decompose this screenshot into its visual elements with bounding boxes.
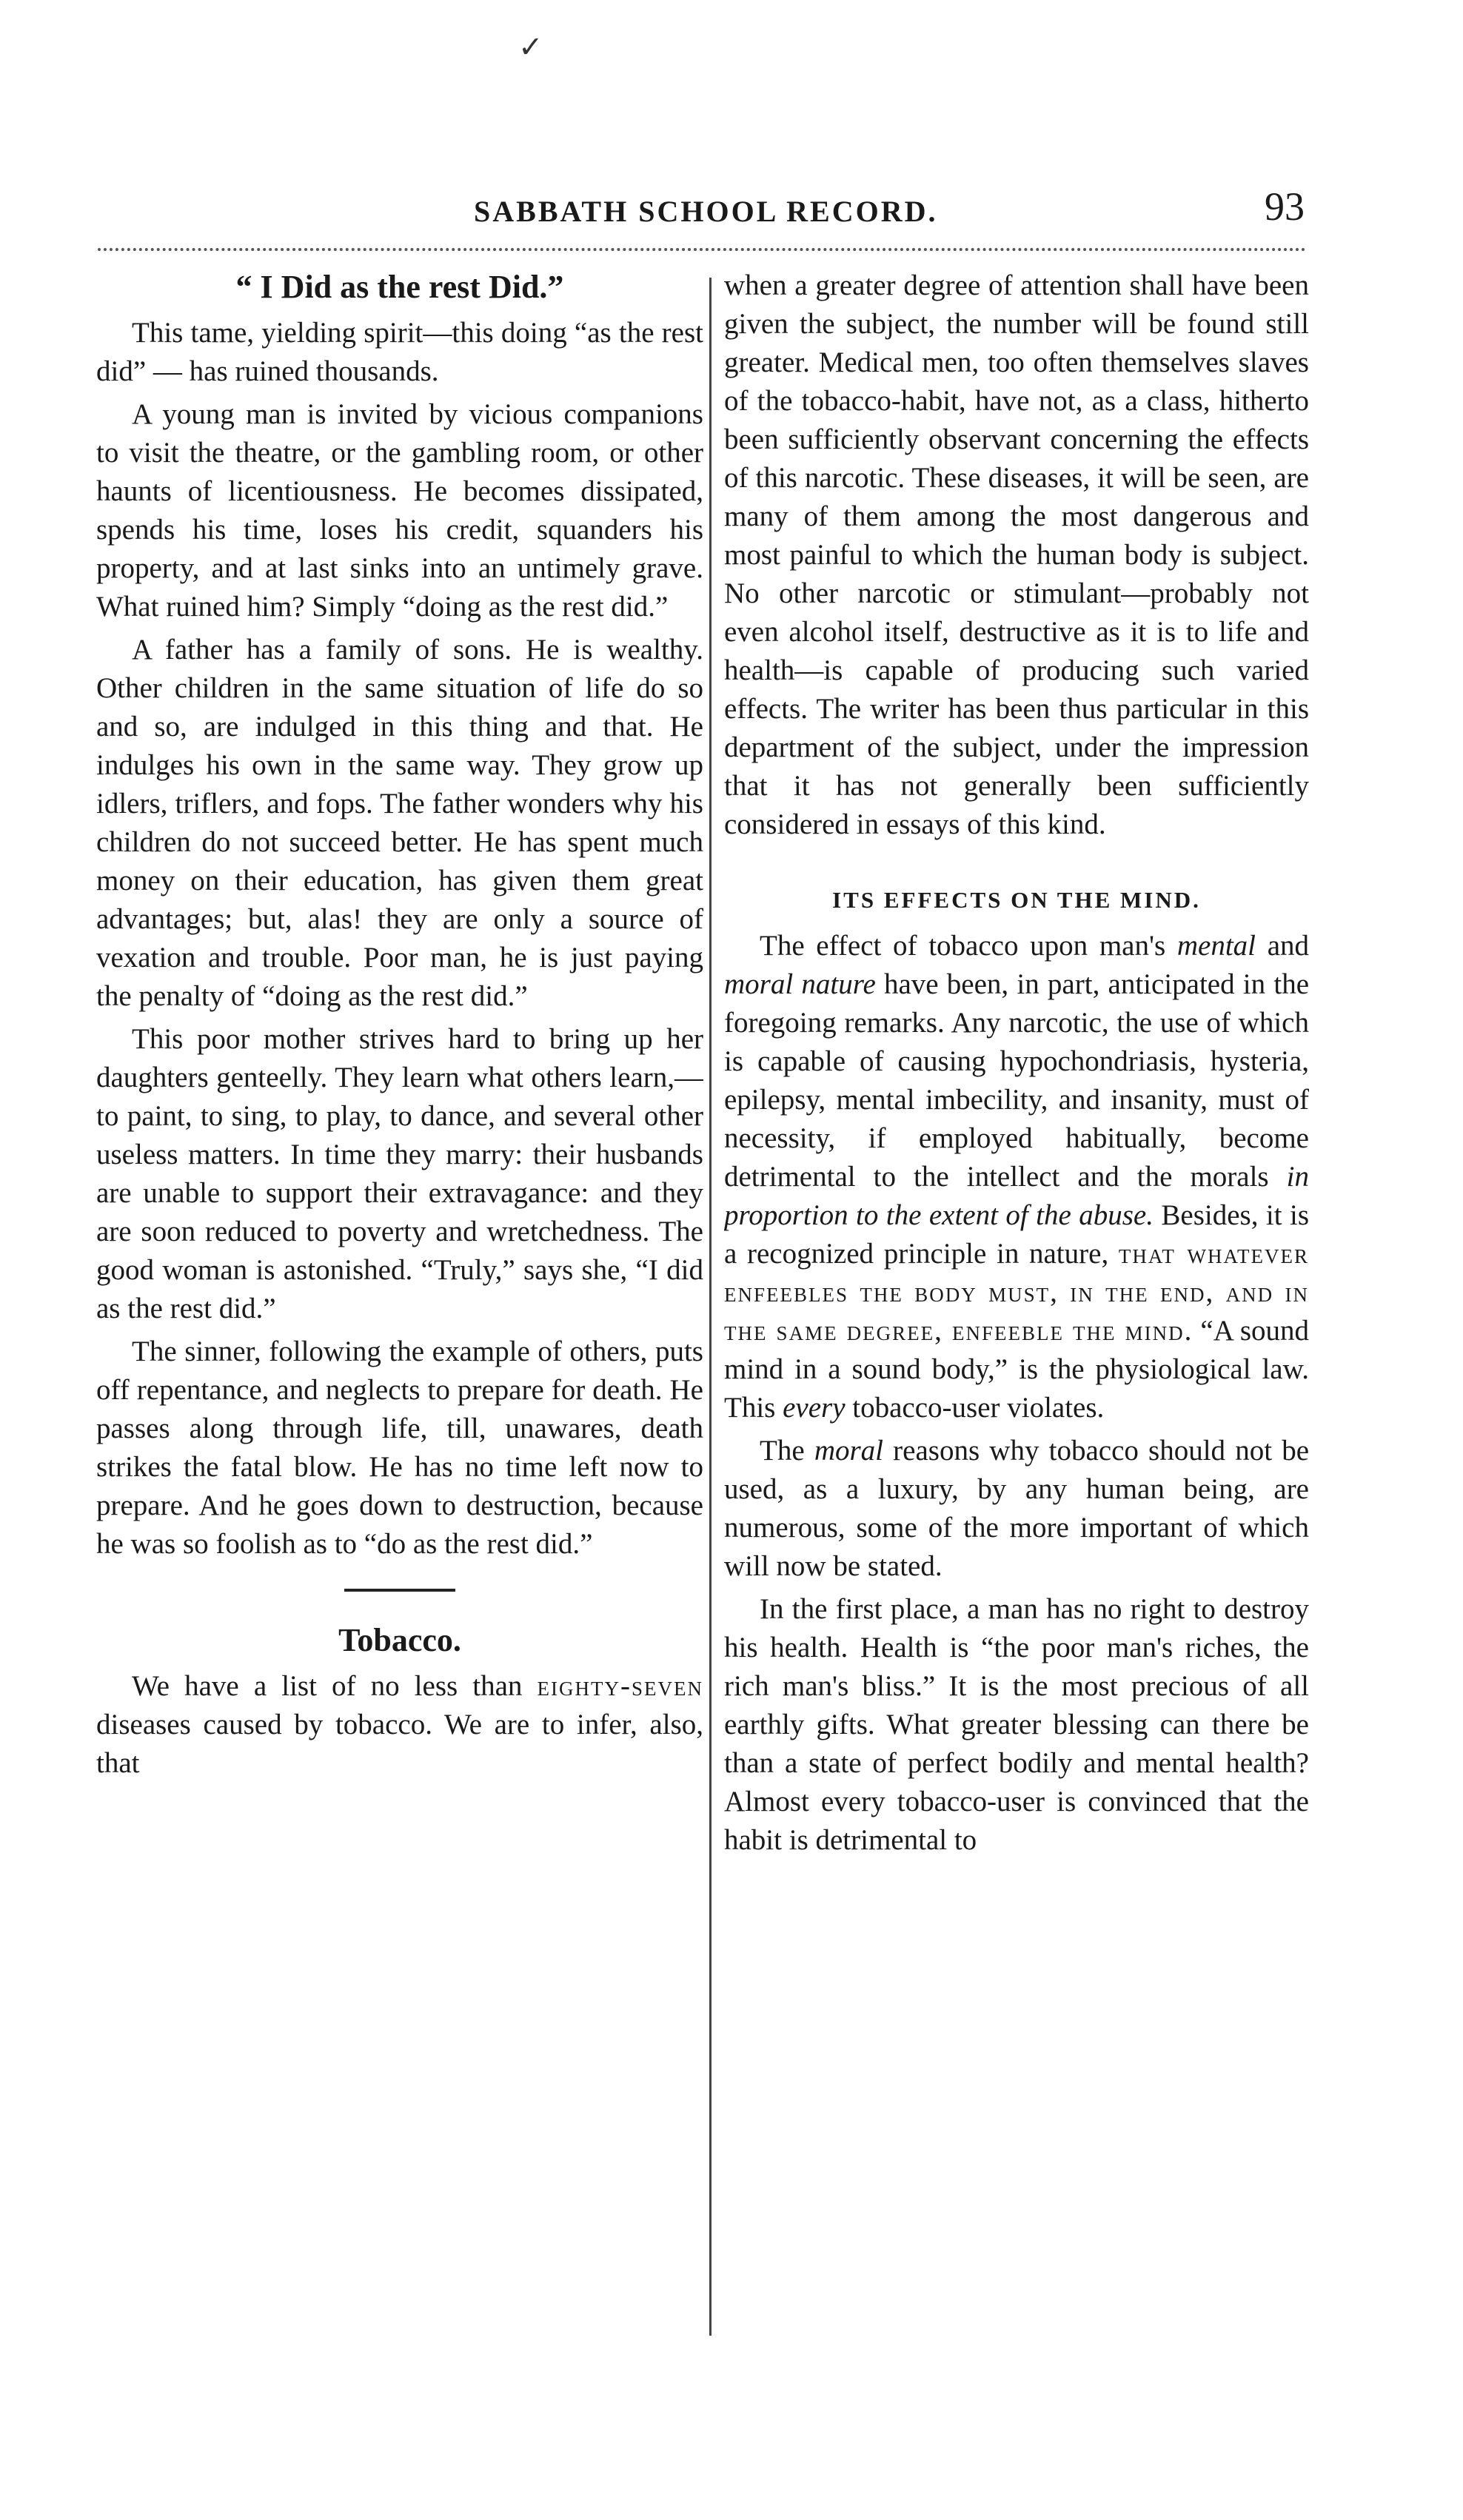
text-run: have been, in part, anticipated in the foregoing remarks. Any narcotic, the use of which is capable of causing hypochondriasis, hysteria, epilepsy, mental imbecility, and insanity, must of necessity, if employed habitually, become detrimental to the intellect and the morals xyxy=(724,968,1309,1193)
emphasis-italic: in proportion to the extent of the abuse. xyxy=(724,1161,1309,1231)
article-title-tobacco: Tobacco. xyxy=(338,1622,461,1658)
emphasis-caps: that whatever enfeebles the body must, in the end, and in the same degree, enfeeble the mind. xyxy=(724,1238,1309,1347)
article-paragraph: The sinner, following the example of others, puts off repentance, and neglects to prepare for death. He passes along through life, till, unawares, death strikes the fatal blow. He has no time left now to prepare. And he goes down to destruction, because he was so foolish as to “do as the rest did.” xyxy=(96,1336,703,1560)
header-rule xyxy=(98,248,1306,251)
text-run: and xyxy=(1267,930,1309,962)
running-head: SABBATH SCHOOL RECORD. xyxy=(474,195,938,228)
article-paragraph xyxy=(724,1432,1309,1586)
article-paragraph: This poor mother strives hard to bring up her daughters genteelly. They learn what others learn,—to paint, to sing, to play, to dance, and several other useless matters. In time they marry: their husbands are unable to support their extravagance: and they are soon reduced to poverty and wretchedness. The good woman is astonished. “Truly,” says she, “I did as the rest did.” xyxy=(96,1023,703,1324)
emphasis-italic: every xyxy=(783,1392,846,1424)
article-paragraph: This tame, yielding spirit—this doing “as the rest did” — has ruined thousands. xyxy=(96,317,703,387)
text-run: diseases caused by tobacco. We are to infer, also, that xyxy=(96,1709,703,1779)
right-column xyxy=(724,267,1309,2354)
article-paragraph: A young man is invited by vicious companions to visit the theatre, or the gambling room, or other haunts of licentiousness. He becomes dissipated, spends his time, loses his credit, squanders his property, and at last sinks into an untimely grave. What ruined him? Simply “doing as the rest did.” xyxy=(96,398,703,623)
text-run: “A sound mind in a sound body,” is the physiological law. This xyxy=(724,1315,1309,1424)
emphasis-italic: mental xyxy=(1176,930,1256,962)
section-subheading: ITS EFFECTS ON THE MIND. xyxy=(832,887,1201,913)
emphasis-italic: moral nature xyxy=(724,968,876,1000)
text-run: The effect of tobacco upon man's xyxy=(760,930,1166,962)
article-paragraph xyxy=(724,927,1309,1427)
article-paragraph: In the first place, a man has no right to destroy his health. Health is “the poor man's riches, the rich man's bliss.” It is the most precious of all earthly gifts. What greater blessing can there be than a state of perfect bodily and mental health? Almost every tobacco-user is convinced that the habit is detrimental to xyxy=(724,1593,1309,1856)
page-number: 93 xyxy=(1265,184,1305,229)
text-run: The xyxy=(760,1435,805,1467)
left-column xyxy=(96,267,703,2354)
text-run: tobacco-user violates. xyxy=(852,1392,1105,1424)
pencil-check-mark: ✓ xyxy=(518,30,543,64)
text-run: We have a list of no less than xyxy=(132,1670,523,1702)
text-run: Besides, it is a recognized principle in nature, xyxy=(724,1199,1309,1270)
article-paragraph xyxy=(96,1667,703,1783)
article-title-rest-did: “ I Did as the rest Did.” xyxy=(235,269,564,305)
column-rule xyxy=(709,278,712,2336)
text-run: reasons why tobacco should not be used, as a luxury, by any human being, are numerous, some of the more important of which will now be stated. xyxy=(724,1435,1309,1582)
continued-paragraph: when a greater degree of attention shall have been given the subject, the number will be found still greater. Medical men, too often themselves slaves of the tobacco-habit, have not, as a class, hitherto been sufficiently observant concerning the effects of this narcotic. These diseases, it will be seen, are many of them among the most dangerous and most painful to which the human body is subject. No other narcotic or stimulant—probably not even alcohol itself, destructive as it is to life and health—is capable of producing such varied effects. The writer has been thus particular in this department of the subject, under the impression that it has not generally been sufficiently considered in essays of this kind. xyxy=(724,269,1309,840)
article-paragraph: A father has a family of sons. He is wealthy. Other children in the same situation of life do so and so, are indulged in this thing and that. He indulges his own in the same way. They grow up idlers, triflers, and fops. The father wonders why his children do not succeed better. He has spent much money on their education, has given them great advantages; but, alas! they are only a source of vexation and trouble. Poor man, he is just paying the penalty of “doing as the rest did.” xyxy=(96,634,703,1012)
emphasis-italic: moral xyxy=(814,1435,883,1467)
emphasis-caps: eighty-seven xyxy=(537,1670,703,1702)
section-separator xyxy=(344,1589,455,1592)
